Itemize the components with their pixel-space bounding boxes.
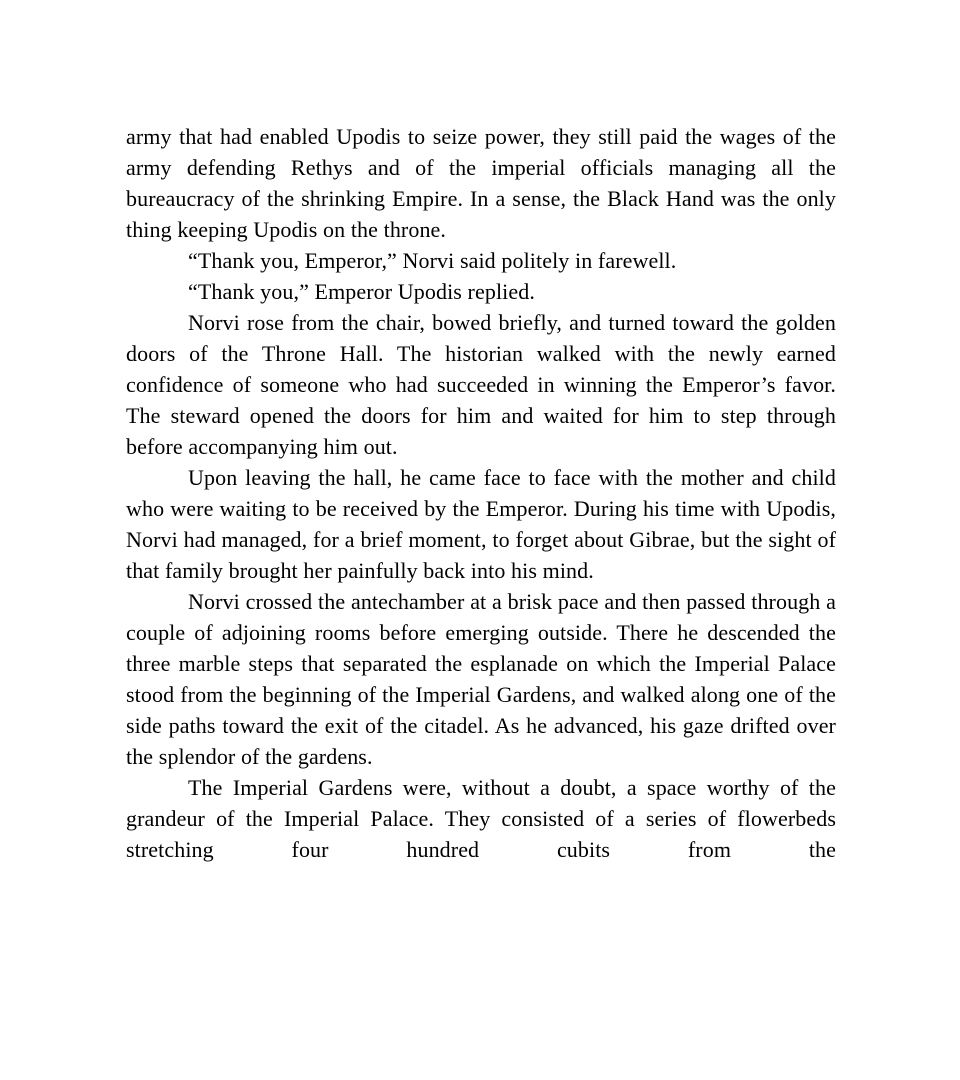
- paragraph: “Thank you,” Emperor Upodis replied.: [188, 279, 535, 304]
- paragraph: The Imperial Gardens were, without a doubt, a space worthy of the grandeur of the Imperial Palace. They consisted of a series of flowerbeds stretching four hundred cubits from the: [126, 775, 836, 862]
- paragraph: “Thank you, Emperor,” Norvi said politely in farewell.: [188, 248, 677, 273]
- paragraph: army that had enabled Upodis to seize power, they still paid the wages of the army defending Rethys and of the imperial officials managing all the bureaucracy of the shrinking Empire. In a sense, the Black Hand was the only thing keeping Upodis on the throne.: [126, 124, 836, 242]
- page-text-block: [126, 121, 836, 865]
- paragraph: Norvi crossed the antechamber at a brisk pace and then passed through a couple of adjoining rooms before emerging outside. There he descended the three marble steps that separated the esplanade on which the Imperial Palace stood from the beginning of the Imperial Gardens, and walked along one of the side paths toward the exit of the citadel. As he advanced, his gaze drifted over the splendor of the gardens.: [126, 589, 836, 769]
- paragraph: Upon leaving the hall, he came face to face with the mother and child who were waiting to be received by the Emperor. During his time with Upodis, Norvi had managed, for a brief moment, to forget about Gibrae, but the sight of that family brought her painfully back into his mind.: [126, 465, 836, 583]
- paragraph: Norvi rose from the chair, bowed briefly, and turned toward the golden doors of the Throne Hall. The historian walked with the newly earned confidence of someone who had succeeded in winning the Emperor’s favor. The steward opened the doors for him and waited for him to step through before accompanying him out.: [126, 310, 836, 459]
